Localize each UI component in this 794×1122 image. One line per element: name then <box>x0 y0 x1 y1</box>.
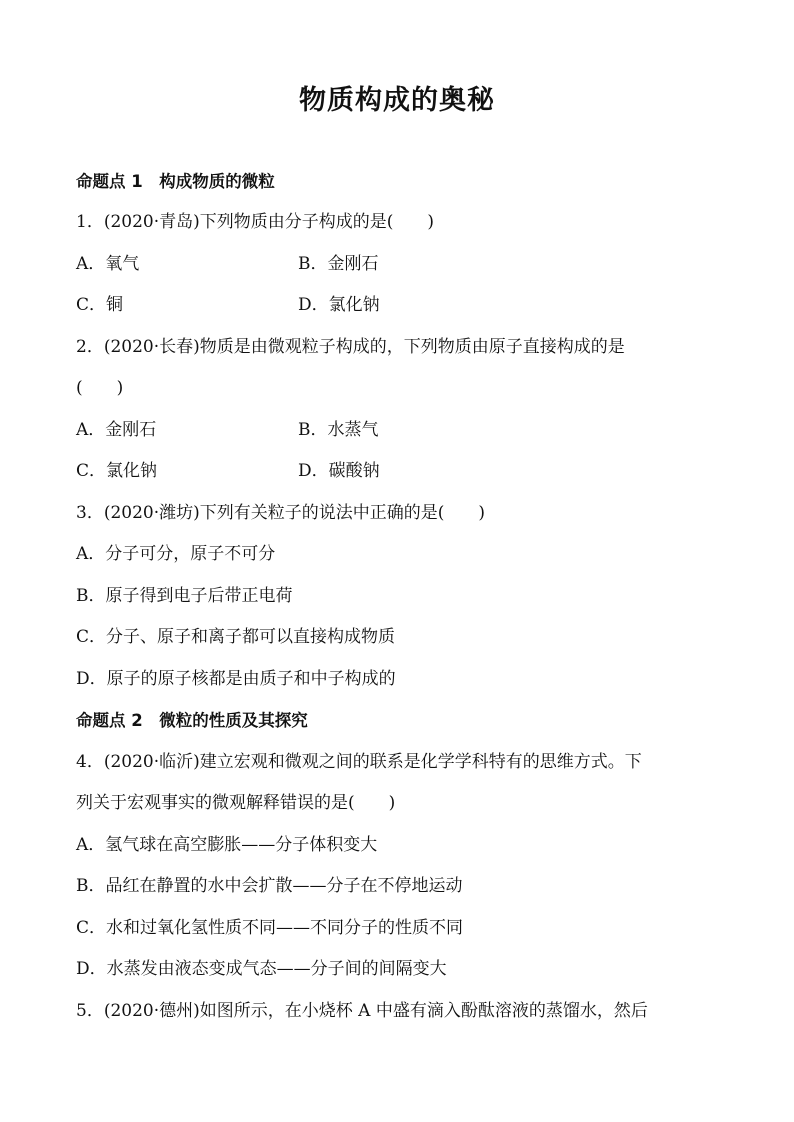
question-2-option-c: C．氯化钠 <box>76 461 158 481</box>
question-5-stem: 5．(2020·德州)如图所示，在小烧杯 A 中盛有滴入酚酞溶液的蒸馏水，然后 <box>76 1001 648 1021</box>
section-heading-1: 命题点 1 构成物质的微粒 <box>76 172 275 191</box>
question-2-stem-line2: ( ) <box>76 378 124 398</box>
question-4-option-d: D．水蒸发由液态变成气态——分子间的间隔变大 <box>76 959 447 979</box>
question-4-option-b: B．品红在静置的水中会扩散——分子在不停地运动 <box>76 876 463 896</box>
question-1-option-d: D．氯化钠 <box>298 295 380 315</box>
question-2-stem-line1: 2．(2020·长春)物质是由微观粒子构成的，下列物质由原子直接构成的是 <box>76 337 625 357</box>
question-3-option-d: D．原子的原子核都是由质子和中子构成的 <box>76 669 396 689</box>
question-3-option-a: A．分子可分，原子不可分 <box>76 544 276 564</box>
question-1-option-b: B．金刚石 <box>298 254 379 274</box>
section-heading-2: 命题点 2 微粒的性质及其探究 <box>76 711 308 730</box>
question-4-option-a: A．氢气球在高空膨胀——分子体积变大 <box>76 835 378 855</box>
question-3-option-c: C．分子、原子和离子都可以直接构成物质 <box>76 627 396 647</box>
question-4-option-c: C．水和过氧化氢性质不同——不同分子的性质不同 <box>76 918 464 938</box>
question-2-option-b: B．水蒸气 <box>298 420 379 440</box>
question-1-option-a: A．氧气 <box>76 254 140 274</box>
question-4-stem-line2: 列关于宏观事实的微观解释错误的是( ) <box>76 793 396 813</box>
question-3-option-b: B．原子得到电子后带正电荷 <box>76 586 293 606</box>
question-4-stem-line1: 4．(2020·临沂)建立宏观和微观之间的联系是化学学科特有的思维方式。下 <box>76 752 642 772</box>
question-3-stem: 3．(2020·潍坊)下列有关粒子的说法中正确的是( ) <box>76 503 486 523</box>
question-1-option-c: C．铜 <box>76 295 124 315</box>
question-1-stem: 1．(2020·青岛)下列物质由分子构成的是( ) <box>76 212 435 232</box>
page-title: 物质构成的奥秘 <box>299 85 495 116</box>
question-2-option-d: D．碳酸钠 <box>298 461 380 481</box>
question-2-option-a: A．金刚石 <box>76 420 157 440</box>
